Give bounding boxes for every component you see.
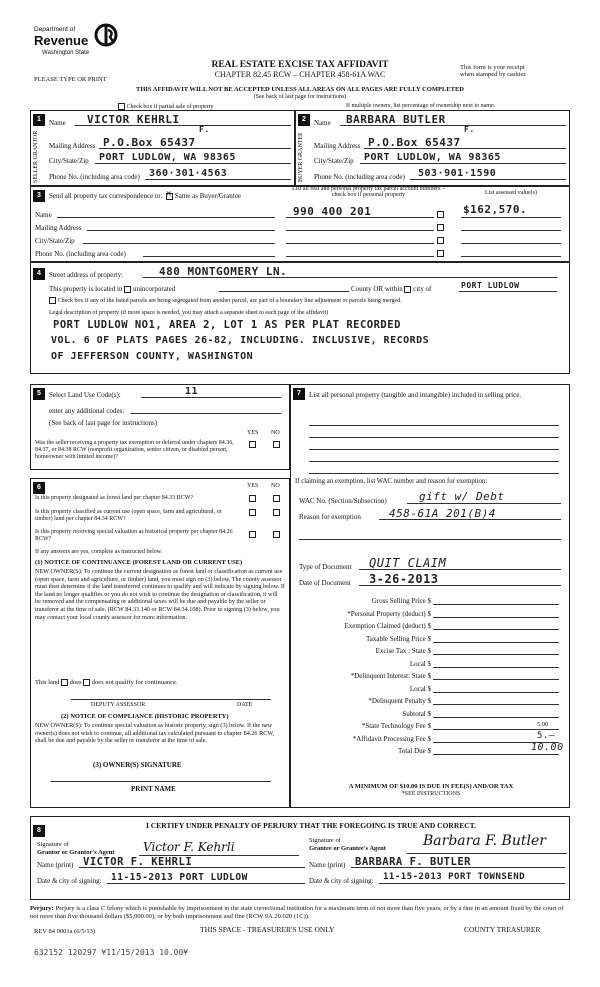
exemption-yes-checkbox[interactable] [249, 441, 256, 448]
dor-logo [34, 22, 124, 66]
if-yes-note: If any answers are yes, complete as instructed below. [35, 549, 163, 555]
legal-line-1[interactable]: PORT LUDLOW NO1, AREA 2, LOT 1 AS PER PLAT RECORDED [53, 319, 401, 331]
perjury-text: Perjury is a class C felony which is punishable by imprisonment in the state correctional institution for a maximum term of not more than five years, or by a fine in an amount fixed by the court of not more than five thousand dollars ($5,000.00), or by both imprisonment and fine (RCW 9A.20.020 (1C)). [30, 905, 564, 920]
seller-name-label: Name [49, 119, 66, 127]
current-use-no-checkbox[interactable] [273, 509, 280, 516]
seller-grantor-label: SELLER GRANTOR [33, 130, 39, 184]
fee-table [291, 597, 571, 767]
deputy-assessor-label: DEPUTY ASSESSOR [91, 702, 146, 708]
section-4-number: 4 [33, 268, 45, 280]
doc-type-row [299, 556, 561, 571]
segregated-row [49, 297, 569, 304]
segregated-checkbox[interactable] [49, 297, 56, 304]
doc-type-value[interactable]: QUIT CLAIM [369, 556, 447, 570]
unincorporated-label: unincorporated [132, 285, 176, 293]
dept-line1: Department of [34, 26, 76, 33]
buyer-name-value[interactable]: BARBARA BUTLER [346, 113, 446, 126]
current-use-yes-checkbox[interactable] [249, 509, 256, 516]
section-3 [30, 186, 570, 262]
fee-label: Total Due $ [398, 747, 431, 755]
partial-sale[interactable] [118, 103, 213, 110]
grantor-signature[interactable]: Victor F. Kehrli [143, 840, 235, 854]
send-all-label: Send all property tax correspondence to: [49, 192, 163, 200]
dept-line3: Washington State [42, 50, 90, 56]
buyer-mailing-label: Mailing Address [314, 142, 361, 150]
parcel-checkbox-2[interactable] [437, 224, 444, 231]
perjury-note [30, 905, 570, 921]
city-value[interactable]: PORT LUDLOW [461, 281, 520, 290]
section-3-number: 3 [33, 190, 45, 202]
street-value[interactable]: 480 MONTGOMERY LN. [159, 265, 288, 278]
notice2-text: NEW OWNER(S): To continue special valuation as historic property, sign (3) below. If the new owner(s) does not wish to continue, all additional tax calculated pursuant to chapter 84.26 RCW, shall be due and payable by the seller or transferor at the time of sale. [35, 722, 275, 745]
form-title [150, 60, 450, 79]
reason-row [299, 507, 561, 521]
historic-yes-checkbox[interactable] [249, 531, 256, 538]
section-7 [290, 384, 570, 808]
grantee-date-label: Date & city of signing: [309, 877, 374, 885]
does-label: does [69, 679, 82, 686]
grantor-date-label: Date & city of signing: [37, 877, 102, 885]
located-in-label: This property is located in [49, 285, 123, 293]
grantee-date-city[interactable]: 11-15-2013 PORT TOWNSEND [383, 872, 526, 882]
land-use-value[interactable]: 11 [185, 386, 199, 397]
doc-date-row [299, 572, 561, 587]
fee-label: *Affidavit Processing Fee $ [352, 734, 431, 743]
grantor-sig-label1: Signature of [37, 841, 69, 848]
sec5-no: NO [271, 430, 280, 436]
grantor-date-city[interactable]: 11-15-2013 PORT LUDLOW [111, 872, 248, 883]
sec6-yes: YES [247, 483, 259, 489]
wac-row [299, 490, 561, 505]
section-2 [295, 110, 570, 186]
buyer-city-row [314, 152, 569, 165]
section-5-number: 5 [33, 388, 45, 400]
county-treasurer: COUNTY TREASURER [464, 925, 541, 934]
corr-phone-row [35, 250, 275, 258]
section-1-number: 1 [33, 114, 45, 126]
land-use-row [49, 386, 289, 399]
forest-question: Is this property designated as forest land per chapter 84.33 RCW? [35, 495, 194, 501]
cashier-stamp: 632152 120297 ¥11/15/2013 10.00¥ [34, 948, 189, 957]
seller-name-middle: F. [199, 125, 210, 134]
wac-label: WAC No. (Section/Subsection) [299, 497, 387, 505]
same-as-checkbox[interactable] [166, 188, 173, 200]
fee-label: Excise Tax : State $ [375, 647, 431, 655]
city-of-label: city of [413, 285, 432, 293]
dor-emblem-icon [94, 22, 118, 48]
fee-value[interactable]: 5.– [537, 730, 555, 741]
receipt-note1: This form is your receipt [460, 64, 525, 71]
buyer-name-middle: F. [464, 125, 475, 134]
corr-name-row [35, 211, 275, 219]
deputy-date-label: DATE [237, 702, 253, 708]
seller-phone-label: Phone No. (including area code) [49, 173, 140, 181]
grantor-name-row [37, 856, 307, 869]
partial-sale-label: Check box if partial sale of property [126, 103, 214, 110]
same-as-check-icon: ✕ [166, 188, 172, 199]
land-use-see-back: (See back of last page for instructions) [49, 419, 158, 427]
receipt-note [460, 64, 527, 78]
buyer-phone-value[interactable]: 503·901·1590 [418, 168, 497, 179]
county-or-text: County OR within [351, 285, 403, 293]
additional-codes-row [49, 407, 289, 415]
treasurer-only: THIS SPACE - TREASURER'S USE ONLY [200, 925, 335, 934]
seller-mailing-label: Mailing Address [49, 142, 96, 150]
grantee-sig-label2: Grantee or Grantee's Agent [309, 845, 386, 852]
parcel-checkbox-4[interactable] [437, 250, 444, 257]
does-checkbox[interactable] [61, 679, 68, 686]
wac-value[interactable]: gift w/ Debt [419, 490, 505, 503]
grantee-date-row [309, 872, 569, 885]
unincorporated-checkbox[interactable] [124, 286, 131, 293]
assessed-header: List assessed value(s) [485, 190, 537, 196]
historic-question: Is this property receiving special valuation as historical property per chapter 84.26 RCW? [35, 529, 233, 542]
seller-phone-value[interactable]: 360·301·4563 [149, 168, 228, 179]
this-land-label: This land [35, 679, 60, 686]
fee-value[interactable]: 10.00 [531, 742, 564, 753]
grantee-name-print-label: Name (print) [309, 861, 346, 869]
street-label: Street address of property: [49, 271, 124, 279]
notice1-title: (1) NOTICE OF CONTINUANCE (FOREST LAND OR CURRENT USE) [35, 559, 243, 566]
seller-phone-row [49, 168, 294, 181]
buyer-city-value[interactable]: PORT LUDLOW, WA 98365 [364, 152, 501, 163]
buyer-city-label: City/State/Zip [314, 157, 354, 165]
continuance-row [35, 679, 178, 686]
land-use-label: Select Land Use Code(s): [49, 391, 121, 399]
exemption-question: Was the seller receiving a property tax exemption or deferral under chapters 84.36, 84.37, or 84.38 RCW (nonprofit organization, senior citizen, or disabled person, homeowner with limited income)? [35, 440, 234, 460]
fee-label: *Delinquent Penalty $ [368, 697, 431, 705]
section-6 [30, 478, 290, 808]
section-6-number: 6 [33, 482, 45, 494]
fee-label: Exemption Claimed (deduct) $ [344, 622, 431, 630]
does-not-checkbox[interactable] [83, 679, 90, 686]
seller-city-label: City/State/Zip [49, 157, 89, 165]
qualify-label: qualify for continuance. [115, 679, 178, 686]
section-8-number: 8 [33, 825, 45, 837]
multiple-owners-note: If multiple owners, list percentage of ownership next to name. [346, 103, 496, 109]
county-or-label [351, 285, 431, 293]
partial-sale-checkbox[interactable] [118, 103, 125, 110]
seller-mailing-value[interactable]: P.O.Box 65437 [103, 136, 196, 149]
exemption-claim-label: If claiming an exemption, list WAC number and reason for exemption: [295, 478, 488, 485]
corr-phone-label: Phone No. (including area code) [35, 250, 126, 258]
grantor-sig-label2: Grantor or Grantor's Agent [37, 849, 115, 856]
seller-city-value[interactable]: PORT LUDLOW, WA 98365 [99, 152, 236, 163]
dept-line2: Revenue [34, 33, 89, 48]
exemption-no-checkbox[interactable] [273, 441, 280, 448]
reason-label: Reason for exemption [299, 513, 361, 521]
historic-no-checkbox[interactable] [273, 531, 280, 538]
parcel-checkbox-1[interactable] [437, 211, 444, 218]
forest-no-checkbox[interactable] [273, 495, 280, 502]
owner-signature-label: (3) OWNER(S) SIGNATURE [93, 761, 182, 769]
additional-codes-label: enter any additional codes: [49, 407, 125, 415]
corr-city-row [35, 237, 275, 245]
certify-text: I CERTIFY UNDER PENALTY OF PERJURY THAT THE FOREGOING IS TRUE AND CORRECT. [145, 821, 476, 830]
rev-number: REV 84 0001a (6/5/13) [34, 928, 96, 935]
location-row [49, 281, 559, 293]
notice2-title: (2) NOTICE OF COMPLIANCE (HISTORIC PROPERTY) [61, 713, 229, 720]
parcel-header: List all real and personal property tax parcel account numbers – check box if personal property [292, 186, 445, 198]
seller-mailing-row [49, 136, 294, 150]
doc-date-label: Date of Document [299, 579, 351, 587]
personal-property-label: List all personal property (tangible and intangible) included in selling price. [309, 391, 522, 399]
seller-name-row [49, 113, 294, 134]
section-2-number: 2 [298, 114, 310, 126]
fee-label: Taxable Selling Price $ [365, 634, 431, 643]
chapter-text: CHAPTER 82.45 RCW – CHAPTER 458-61A WAC [214, 70, 386, 79]
fee-label: Local $ [409, 659, 431, 668]
corr-name-label: Name [35, 211, 52, 219]
minimum-note: A MINIMUM OF $10.00 IS DUE IN FEE(S) AND/OR TAX [348, 783, 514, 790]
section-5 [30, 384, 290, 470]
see-instructions: *SEE INSTRUCTIONS [401, 791, 461, 797]
grantor-date-row [37, 872, 307, 885]
warning-text: THIS AFFIDAVIT WILL NOT BE ACCEPTED UNLESS ALL AREAS ON ALL PAGES ARE FULLY COMPLETED [136, 86, 464, 93]
fee-value[interactable]: 5.00 [537, 721, 549, 728]
parcel-checkbox-3[interactable] [437, 237, 444, 244]
perjury-title: Perjury: [30, 905, 54, 912]
grantor-name-print-label: Name (print) [37, 861, 74, 869]
fee-label: *Personal Property (deduct) $ [347, 609, 431, 618]
corr-mailing-row [35, 224, 275, 232]
current-use-question: Is this property classified as current use (open space, farm and agricultural, or timber) land per chapter 84.34 RCW? [35, 509, 222, 522]
send-all-row [49, 188, 241, 200]
legal-line-3[interactable]: OF JEFFERSON COUNTY, WASHINGTON [51, 351, 254, 362]
buyer-name-label: Name [314, 119, 331, 127]
city-of-checkbox[interactable] [404, 286, 411, 293]
assessed-value[interactable]: $162,570. [463, 203, 528, 216]
sec5-yes: YES [247, 430, 259, 436]
notice1-text: NEW OWNER(S): To continue the current designation as forest land or classification as current use (open space, farm and agriculture, or timber) land, you must sign on (3) below. The county assessor must then determine if the land transferred continues to qualify and will indicate by signing below. If the land no longer qualifies or you do not wish to continue the designation or classification, it will be removed and the compensating or additional taxes will be due and payable by the seller or transferor at the time of sale. (RCW 84.33.140 or RCW 84.34.108). Prior to signing (3) below, you may contact your local county assessor for more information. [35, 568, 285, 621]
same-as-label: Same as Buyer/Grantee [174, 192, 241, 200]
grantee-name-print[interactable]: BARBARA F. BUTLER [355, 856, 471, 868]
title-text: REAL ESTATE EXCISE TAX AFFIDAVIT [211, 60, 389, 70]
seller-name-value[interactable]: VICTOR KEHRLI [87, 113, 180, 126]
buyer-grantee-label: BUYER GRANTEE [298, 132, 304, 182]
fee-label: Local $ [409, 684, 431, 693]
street-row [49, 265, 559, 279]
buyer-mailing-value[interactable]: P.O.Box 65437 [368, 136, 461, 149]
receipt-note2: when stamped by cashier. [460, 71, 527, 78]
does-not-label: does not [91, 679, 114, 686]
grantee-sig-label [309, 837, 386, 853]
legal-line-2[interactable]: VOL. 6 OF PLATS PAGES 26-82, INCLUDING. INCLUSIVE, RECORDS [51, 335, 430, 346]
doc-date-value[interactable]: 3-26-2013 [369, 572, 439, 586]
grantor-name-print[interactable]: VICTOR F. KEHRLI [83, 856, 193, 868]
fee-label: Subtotal $ [402, 709, 431, 718]
fee-label: Gross Selling Price $ [371, 597, 431, 605]
section-4 [30, 262, 570, 374]
seller-city-row [49, 152, 294, 165]
reason-value[interactable]: 458-61A 201(B)4 [389, 507, 496, 520]
buyer-phone-label: Phone No. (including area code) [314, 173, 405, 181]
sec6-no: NO [271, 483, 280, 489]
section-7-number: 7 [293, 388, 305, 400]
fee-label: *Delinquent Interest: State $ [350, 672, 431, 680]
fee-label: *State Technology Fee $ [361, 722, 431, 730]
legal-label: Legal description of property (if more space is needed, you may attach a separate sheet to each page of the affidavit) [49, 310, 329, 316]
buyer-phone-row [314, 168, 569, 181]
corr-city-label: City/State/Zip [35, 237, 75, 245]
grantee-sig-label1: Signature of [309, 837, 341, 844]
grantee-name-row [309, 856, 569, 869]
forest-yes-checkbox[interactable] [249, 495, 256, 502]
grantee-signature[interactable]: Barbara F. Butler [423, 833, 546, 849]
segregated-label: Check box if any of the listed parcels are being segregated from another parcel, are part of a boundary line adjustment or parcels being merged. [57, 298, 402, 304]
header-see-back: (See back of last page for instructions) [253, 94, 347, 100]
please-type: PLEASE TYPE OR PRINT [34, 76, 107, 83]
corr-mailing-label: Mailing Address [35, 224, 82, 232]
section-8 [30, 816, 570, 900]
grantor-sig-label [37, 841, 115, 857]
buyer-name-row [314, 113, 569, 134]
section-1 [30, 110, 295, 186]
parcel-value[interactable]: 990 400 201 [293, 205, 372, 218]
doc-type-label: Type of Document [299, 563, 352, 571]
buyer-mailing-row [314, 136, 569, 150]
print-name-label: PRINT NAME [131, 785, 176, 793]
